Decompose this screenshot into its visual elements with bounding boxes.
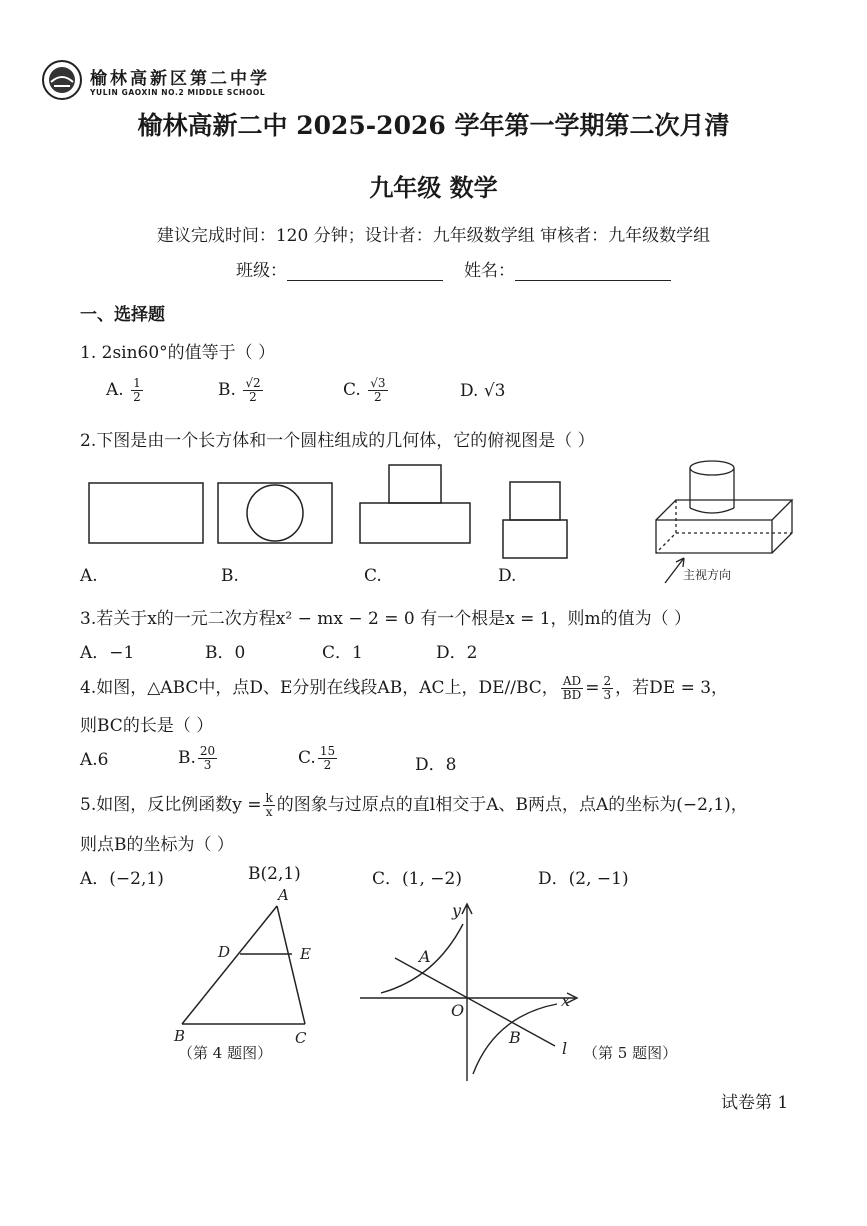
fig4-label-d: D	[218, 943, 231, 961]
q5-option-c[interactable]: C．(1, −2)	[372, 869, 462, 889]
q2-option-c-base	[360, 503, 470, 543]
name-label: 姓名：	[464, 261, 515, 281]
q4-option-d[interactable]: D．8	[415, 755, 457, 775]
class-field	[236, 256, 443, 281]
question-5-stem: 5.如图，反比例函数y = $\frac{k}{x}$ 的图象与过原点的直l相交于A、B两点，点A的坐标为(−2,1)，	[80, 791, 748, 819]
q2-option-b-circle	[247, 485, 303, 541]
q2-option-d[interactable]: D.	[498, 566, 517, 586]
question-1-stem: 1. 2sin60°的值等于（ ）	[80, 343, 276, 363]
q3-option-a[interactable]: A．−1	[80, 643, 135, 663]
q4-option-c[interactable]: C. $\frac{15}{2}$	[298, 744, 336, 772]
fig5-label-o: O	[451, 1001, 465, 1020]
fig5-line-l	[395, 958, 555, 1046]
q2-option-a-rect	[89, 483, 203, 543]
q2-option-c-top	[389, 465, 441, 503]
q3-option-b[interactable]: B．0	[205, 643, 246, 663]
fig4-caption: （第 4 题图）	[178, 1044, 273, 1062]
question-5-stem-2: 则点B的坐标为（ ）	[80, 835, 234, 855]
question-2-stem: 2.下图是由一个长方体和一个圆柱组成的几何体，它的俯视图是（ ）	[80, 431, 595, 451]
q1-option-b[interactable]: B. $\frac{√2}{2}$	[218, 376, 261, 404]
q2-option-d-top	[510, 482, 560, 520]
class-blank[interactable]	[287, 262, 443, 281]
school-name-cn: 榆林高新区第二中学	[90, 69, 270, 89]
q2-option-d-base	[503, 520, 567, 558]
fig5-label-y: y	[452, 901, 462, 920]
fig4-side-ac	[277, 906, 305, 1024]
q5-option-d[interactable]: D．(2, −1)	[538, 869, 629, 889]
q1-option-d[interactable]: D. √3	[460, 381, 506, 401]
figure-4-triangle	[170, 886, 340, 1066]
fig4-label-a: A	[278, 886, 289, 904]
page-title: 榆林高新二中 2025-2026 学年第一学期第二次月清	[137, 111, 730, 140]
q2-option-b-rect	[218, 483, 332, 543]
name-blank[interactable]	[515, 262, 671, 281]
q2-solid-figure	[656, 461, 792, 583]
exam-info: 建议完成时间：120 分钟；设计者：九年级数学组 审核者：九年级数学组	[156, 226, 711, 246]
q2-option-a[interactable]: A.	[80, 566, 98, 586]
name-field	[464, 256, 671, 281]
class-label: 班级：	[236, 261, 287, 281]
q2-option-c[interactable]: C.	[364, 566, 382, 586]
fig5-label-a: A	[419, 947, 431, 966]
q3-option-c[interactable]: C．1	[322, 643, 363, 663]
q5-option-b[interactable]: B(2,1)	[248, 864, 301, 884]
fig4-side-ab	[182, 906, 277, 1024]
q4-option-b[interactable]: B. $\frac{20}{3}$	[178, 744, 216, 772]
fig5-label-l: l	[562, 1039, 568, 1058]
question-3-stem: 3.若关于x的一元二次方程x² − mx − 2 = 0 有一个根是x = 1，则m的值为（ ）	[80, 609, 692, 629]
q1-option-a[interactable]: A. $\frac{1}{2}$	[106, 376, 141, 404]
fig5-label-x: x	[561, 991, 571, 1010]
fig5-label-b: B	[509, 1028, 521, 1047]
section-heading: 一、选择题	[80, 305, 165, 325]
question-4-stem-2: 则BC的长是（ ）	[80, 716, 214, 736]
fig4-label-c: C	[295, 1029, 307, 1047]
question-4-stem: 4.如图，△ABC中，点D、E分别在线段AB，AC上，DE//BC， $\frac{AD}{BD}$ = $\frac{2}{3}$ ，若DE = 3，	[80, 674, 729, 702]
fig4-label-e: E	[300, 945, 311, 963]
q4-option-a[interactable]: A.6	[80, 750, 109, 770]
q2-option-b[interactable]: B.	[221, 566, 239, 586]
school-logo-icon	[42, 60, 82, 100]
school-name-en: YULIN GAOXIN NO.2 MIDDLE SCHOOL	[90, 88, 266, 97]
q1-option-c[interactable]: C. $\frac{√3}{2}$	[343, 376, 386, 404]
fig4-label-b: B	[174, 1027, 186, 1045]
q5-option-a[interactable]: A．(−2,1)	[80, 869, 164, 889]
fig5-caption: （第 5 题图）	[583, 1044, 678, 1062]
page-subtitle: 九年级 数学	[369, 173, 498, 202]
q2-view-direction-label: 主视方向	[683, 568, 732, 582]
q3-option-d[interactable]: D．2	[436, 643, 478, 663]
figure-5-graph	[355, 896, 695, 1086]
page-footer: 试卷第 1	[721, 1093, 789, 1113]
